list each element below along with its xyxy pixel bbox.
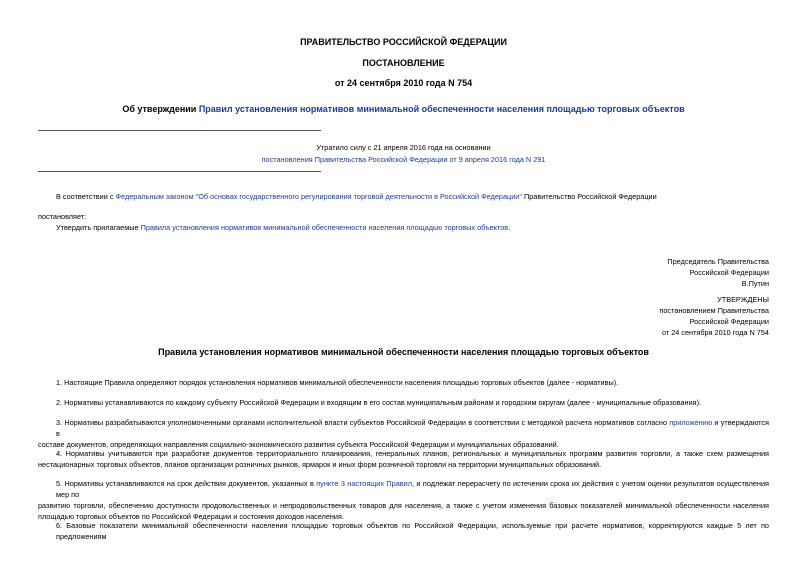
paragraph-line: составе документов, определяющих направления социально-экономического развития субъекта Российской Федерации и муниципальных образований. [38, 440, 559, 449]
rules-paragraph-1: 1. Настоящие Правила определяют порядок установления нормативов минимальной обеспеченности населения площадью торговых объектов (далее - нормативы). [56, 378, 619, 387]
preamble-prefix: В соответствии с [56, 192, 116, 201]
rules-paragraph-6 [38, 520, 769, 542]
approval-line: постановлением Правительства [659, 306, 769, 315]
rules-link[interactable]: Правил установления нормативов минимальной обеспеченности населения площадью торговых объектов [198, 104, 685, 114]
paragraph-line [38, 417, 769, 439]
rules-title: Правила установления нормативов минимальной обеспеченности населения площадью торговых объектов [158, 347, 649, 357]
rules-paragraph-5 [38, 478, 769, 522]
federal-law-link[interactable]: Федеральным законом "Об основах государственного регулирования торговой деятельности в Российской Федерации" [115, 192, 522, 201]
divider-top [38, 130, 321, 131]
approval-line: Российской Федерации [689, 317, 769, 326]
repeal-resolution-link[interactable]: постановления Правительства Российской Федерации от 9 апреля 2016 года N 291 [261, 155, 546, 164]
approval-date: от 24 сентября 2010 года N 754 [661, 328, 769, 337]
paragraph-line: 4. Нормативы учитываются при разработке документов территориального планирования, генеральных планов, региональных и муниципальных программ развития торговли, а также схем размещения [56, 449, 769, 458]
status-line: Утратило силу с 21 апреля 2016 года на основании [316, 143, 491, 152]
clause-3-link[interactable]: пункте 3 настоящих Правил [316, 479, 412, 488]
p5-text: 5. Нормативы устанавливаются на срок действия документов, указанных в [56, 479, 317, 488]
paragraph-line: площадью торговых объектов по Российской Федерации и состояния доходов населения. [38, 512, 344, 521]
preamble-suffix: Правительство Российской Федерации [521, 192, 657, 201]
document-date-number: от 24 сентября 2010 года N 754 [334, 78, 473, 88]
signature-country: Российской Федерации [689, 268, 769, 277]
signature-block [667, 256, 769, 289]
approve-suffix: . [508, 223, 511, 232]
status-note [0, 142, 807, 166]
signature-position: Председатель Правительства [667, 257, 769, 266]
government-name: ПРАВИТЕЛЬСТВО РОССИЙСКОЙ ФЕДЕРАЦИИ [300, 37, 507, 47]
approval-block [659, 294, 769, 338]
appendix-link[interactable]: приложению [669, 418, 713, 427]
rules-paragraph-3 [38, 417, 769, 450]
document-title-prefix: Об утверждении [122, 104, 199, 114]
paragraph-line: 6. Базовые показатели минимальной обеспеченности населения площадью торговых объектов по Российской Федерации, используемые при расчете нормативов, корректируются каждые 5 лет по предложениям [56, 521, 769, 541]
divider-bottom [38, 171, 321, 172]
p3-text: 3. Нормативы разрабатываются уполномоченными органами исполнительной власти субъектов Российской Федерации в соответствии с методикой расчета нормативов согласно [56, 418, 670, 427]
approve-clause [56, 222, 510, 233]
preamble [56, 191, 657, 202]
rules-paragraph-2: 2. Нормативы устанавливаются по каждому субъекту Российской Федерации и входящим в его состав муниципальным районам и городским округам (далее - муниципальные образования). [56, 398, 702, 407]
p5-text-end: , и подлежат перерасчету по истечении срока их действия с учетом оценки результатов осуществления мер по [56, 479, 769, 499]
paragraph-line: развитию торговли, обеспечению доступности продовольственных и непродовольственных товаров для населения, а также с учетом изменения базовых показателей минимальной обеспеченности населения [38, 501, 769, 510]
approval-heading: УТВЕРЖДЕНЫ [717, 295, 769, 304]
signature-name: В.Путин [741, 279, 769, 288]
paragraph-line [38, 478, 769, 500]
approve-prefix: Утвердить прилагаемые [56, 223, 141, 232]
p3-text-end: и утверждаются в [56, 418, 769, 438]
document-title [0, 104, 807, 114]
decides-label: постановляет: [38, 212, 87, 221]
rules-paragraph-4 [38, 448, 769, 470]
approved-rules-link[interactable]: Правила установления нормативов минимальной обеспеченности населения площадью торговых объектов [140, 223, 509, 232]
document-type: ПОСТАНОВЛЕНИЕ [362, 58, 445, 68]
paragraph-line: нестационарных торговых объектов, планов организации розничных рынков, ярмарок и иных форм розничной торговли на территории муниципальных образований. [38, 460, 602, 469]
